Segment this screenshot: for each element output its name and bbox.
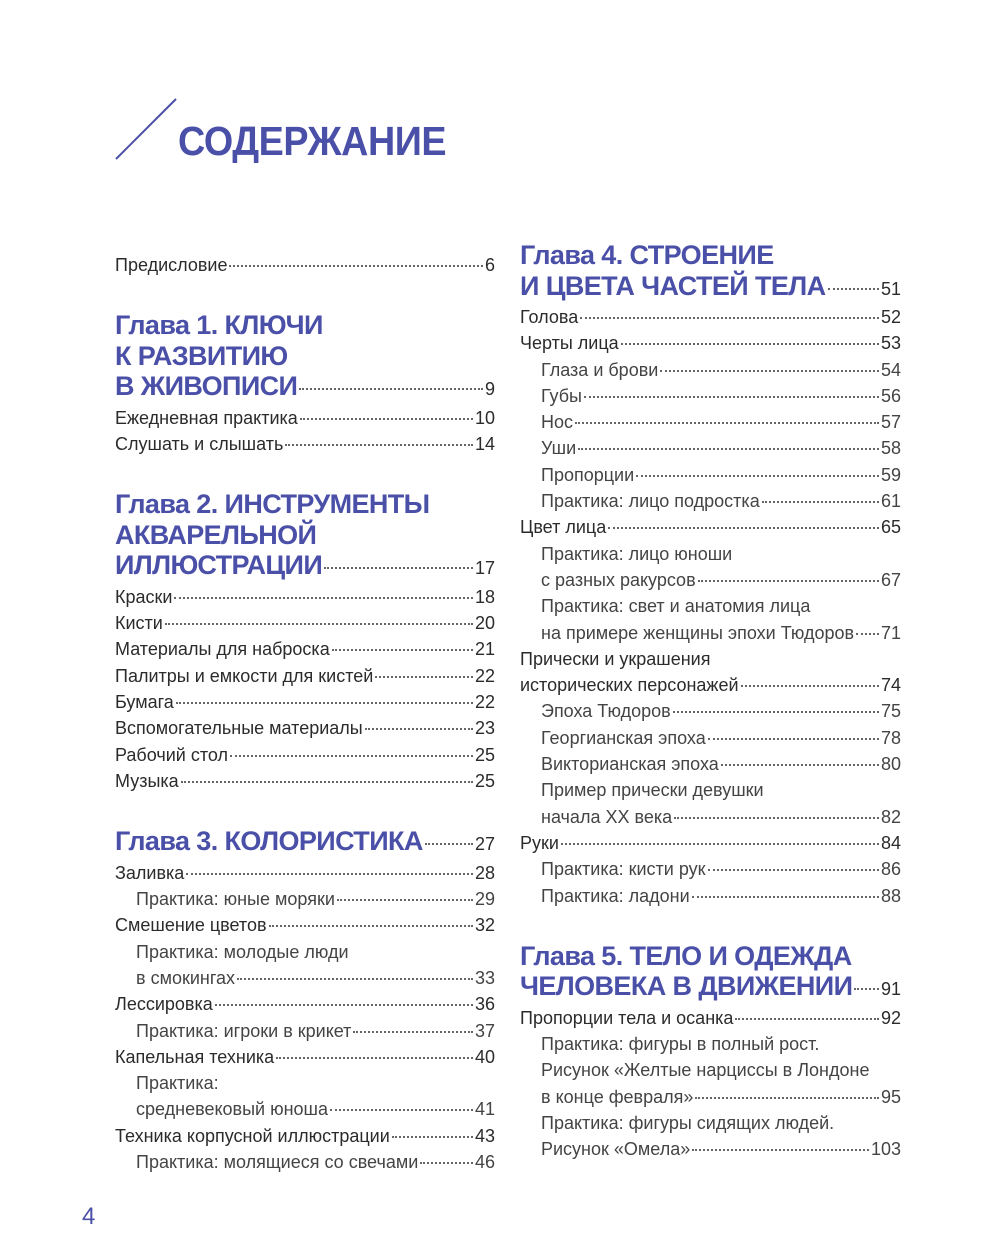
toc-entry-page: 41	[474, 1099, 495, 1120]
toc-entry[interactable]	[520, 830, 901, 856]
toc-subentry[interactable]	[115, 965, 495, 991]
dot-leader	[181, 781, 473, 783]
dot-leader	[580, 317, 879, 319]
toc-entry-label: Голова	[520, 307, 579, 327]
dot-leader	[330, 1109, 473, 1111]
toc-entry-page: 82	[880, 806, 901, 827]
toc-subentry[interactable]	[115, 1149, 495, 1175]
dot-leader	[692, 896, 879, 898]
chapter-title: ИЛЛЮСТРАЦИИ	[115, 550, 323, 581]
toc-entry-continuation: Практика:	[136, 1073, 219, 1094]
chapter-title: И ЦВЕТА ЧАСТЕЙ ТЕЛА	[520, 270, 826, 301]
toc-entry-label: Цвет лица	[520, 517, 607, 538]
chapter-page: 27	[474, 834, 495, 855]
dot-leader	[420, 1162, 473, 1164]
toc-entry-label: Бумага	[115, 692, 174, 713]
toc-subentry[interactable]	[520, 751, 901, 777]
dot-leader	[578, 448, 879, 450]
dot-leader	[856, 633, 879, 635]
toc-entry-label: в конце февраля»	[541, 1086, 694, 1107]
toc-entry-label: в смокингах	[136, 967, 235, 988]
chapter-block	[115, 489, 495, 794]
chapter-heading-line[interactable]	[115, 520, 495, 551]
toc-entry-page: 67	[880, 569, 901, 590]
toc-entry-page: 32	[474, 915, 495, 936]
toc-entry-label: Уши	[541, 438, 577, 459]
dot-leader	[636, 475, 879, 477]
toc-entry[interactable]	[115, 663, 495, 689]
toc-entry-page: 37	[474, 1020, 495, 1041]
toc-entry-label: Ежедневная практика	[115, 407, 298, 428]
chapter-heading-line[interactable]	[115, 826, 495, 860]
chapter-heading-line[interactable]	[115, 489, 495, 520]
toc-entry-page: 14	[474, 434, 495, 455]
toc-entry-page: 92	[880, 1007, 901, 1028]
toc-entry-page: 88	[880, 885, 901, 906]
toc-entry-label: Эпоха Тюдоров	[541, 701, 671, 722]
toc-subentry[interactable]	[520, 409, 901, 435]
chapter-title: В ЖИВОПИСИ	[115, 371, 298, 402]
toc-entry-page: 65	[880, 517, 901, 538]
toc-entry[interactable]	[115, 405, 495, 431]
toc-entry-label: Слушать и слышать	[115, 434, 284, 455]
toc-entry-page: 86	[880, 859, 901, 880]
toc-entry-continuation: Рисунок «Желтые нарциссы в Лондоне	[541, 1060, 870, 1081]
toc-subentry[interactable]	[520, 856, 901, 882]
dot-leader	[721, 764, 879, 766]
toc-entry-label: средневековый юноша	[136, 1099, 328, 1120]
toc-entry-label: Черты лица	[520, 333, 619, 354]
toc-subentry[interactable]	[520, 620, 901, 646]
toc-entry[interactable]	[115, 912, 495, 938]
toc-entry-label: Практика: игроки в крикет	[136, 1020, 352, 1041]
toc-entry[interactable]	[115, 991, 495, 1017]
chapter-title: АКВАРЕЛЬНОЙ	[115, 519, 317, 550]
toc-entry-label: Руки	[520, 832, 559, 853]
chapter-block	[520, 240, 901, 909]
toc-entry[interactable]	[115, 860, 495, 886]
toc-entry[interactable]	[115, 431, 495, 457]
toc-entry-page: 57	[880, 412, 901, 433]
dot-leader	[174, 597, 473, 599]
toc-subentry[interactable]	[520, 1084, 901, 1110]
chapter-title: ЧЕЛОВЕКА В ДВИЖЕНИИ	[520, 971, 853, 1002]
toc-entry-page: 74	[880, 675, 901, 696]
toc-entry-page: 21	[474, 639, 495, 660]
toc-subentry[interactable]	[520, 1136, 901, 1162]
dot-leader	[229, 265, 483, 267]
toc-subentry[interactable]	[520, 383, 901, 409]
dot-leader	[741, 685, 879, 687]
chapter-page: 9	[484, 379, 495, 400]
toc-entry-label: Викторианская эпоха	[541, 754, 719, 775]
dot-leader	[215, 1004, 473, 1006]
toc-entry-label: Материалы для наброска	[115, 639, 330, 660]
dot-leader	[854, 988, 879, 990]
toc-entry-page: 80	[880, 754, 901, 775]
toc-subentry[interactable]	[520, 488, 901, 514]
toc-entry-continuation: Практика: фигуры в полный рост.	[541, 1034, 820, 1055]
toc-entry-label: Георгианская эпоха	[541, 727, 706, 748]
toc-entry-label: Практика: молящиеся со свечами	[136, 1152, 419, 1173]
toc-entry-page: 53	[880, 333, 901, 354]
toc-entry[interactable]	[115, 636, 495, 662]
toc-entry-page: 56	[880, 385, 901, 406]
toc-entry[interactable]	[115, 742, 495, 768]
toc-entry-label: исторических персонажей	[520, 675, 739, 696]
toc-entry-label: Смешение цветов	[115, 915, 267, 936]
toc-entry[interactable]	[115, 689, 495, 715]
toc-entry-label: Практика: лицо подростка	[541, 491, 760, 512]
toc-entry[interactable]	[520, 1005, 901, 1031]
toc-entry-label: Рисунок «Омела»	[541, 1139, 691, 1160]
toc-entry-label: Глаза и брови	[541, 359, 659, 380]
toc-entry-page: 58	[880, 438, 901, 459]
page-number: 4	[82, 1203, 96, 1230]
toc-entry[interactable]	[115, 768, 495, 794]
toc-entry-page: 59	[880, 464, 901, 485]
toc-entry-continuation: Практика: свет и анатомия лица	[541, 596, 811, 617]
chapter-block	[115, 826, 495, 1175]
chapter-title: Глава 2. ИНСТРУМЕНТЫ	[115, 489, 430, 520]
chapter-heading-line[interactable]	[115, 310, 495, 341]
dot-leader	[230, 755, 473, 757]
toc-subentry[interactable]	[520, 725, 901, 751]
toc-entry-page: 10	[474, 407, 495, 428]
toc-left-column	[115, 252, 495, 1175]
toc-entry[interactable]	[115, 715, 495, 741]
toc-entry-label: Практика: ладони	[541, 885, 690, 906]
toc-entry-label: Вспомогательные материалы	[115, 718, 363, 739]
toc-entry[interactable]	[115, 1123, 495, 1149]
toc-entry-page: 103	[870, 1139, 901, 1160]
chapter-page: 91	[880, 979, 901, 1000]
toc-entry-label: Пропорции	[541, 464, 635, 485]
toc-entry-continuation: Пример прически девушки	[541, 780, 764, 801]
dot-leader	[660, 370, 879, 372]
dot-leader	[337, 899, 473, 901]
dot-leader	[237, 978, 473, 980]
dot-leader	[708, 869, 879, 871]
dot-leader	[674, 817, 879, 819]
toc-subentry[interactable]	[115, 1096, 495, 1122]
dot-leader	[673, 711, 879, 713]
dot-leader	[698, 580, 879, 582]
toc-subentry[interactable]	[115, 1018, 495, 1044]
toc-entry-page: 33	[474, 967, 495, 988]
dot-leader	[299, 388, 483, 390]
toc-entry-label: Пропорции тела и осанка	[520, 1007, 734, 1028]
dot-leader	[285, 444, 473, 446]
dot-leader	[828, 288, 879, 290]
dot-leader	[584, 396, 879, 398]
toc-entry-page: 40	[474, 1046, 495, 1067]
chapter-heading-line[interactable]	[115, 550, 495, 584]
chapter-heading-line[interactable]	[520, 971, 901, 1005]
toc-subentry[interactable]	[520, 698, 901, 724]
chapter-page: 51	[880, 278, 901, 299]
dot-leader	[575, 422, 879, 424]
chapter-block	[520, 941, 901, 1163]
dot-leader	[353, 1031, 473, 1033]
toc-entry-page: 29	[474, 889, 495, 910]
chapter-heading-line[interactable]	[520, 240, 901, 271]
toc-entry-page: 43	[474, 1125, 495, 1146]
dot-leader	[324, 567, 473, 569]
chapter-heading-line[interactable]	[115, 341, 495, 372]
toc-entry-page: 22	[474, 665, 495, 686]
toc-subentry[interactable]	[115, 886, 495, 912]
toc-entry-page: 95	[880, 1086, 901, 1107]
chapter-page: 17	[474, 558, 495, 579]
chapter-heading-line[interactable]	[520, 271, 901, 305]
toc-entry-label: с разных ракурсов	[541, 569, 696, 590]
toc-subentry[interactable]	[520, 883, 901, 909]
dot-leader	[186, 873, 473, 875]
toc-entry-label: Лессировка	[115, 994, 213, 1015]
toc-entry-page: 84	[880, 832, 901, 853]
toc-entry-label: Рабочий стол	[115, 744, 228, 765]
toc-entry-page: 20	[474, 613, 495, 634]
toc-entry-page: 71	[880, 622, 901, 643]
toc-entry-label: Музыка	[115, 770, 179, 791]
toc-entry-continuation: Прически и украшения	[520, 648, 711, 669]
toc-entry-label: на примере женщины эпохи Тюдоров	[541, 622, 855, 643]
dot-leader	[276, 1057, 473, 1059]
toc-entry-page: 78	[880, 727, 901, 748]
toc-entry-label: Заливка	[115, 862, 185, 883]
toc-entry-label: начала XX века	[541, 806, 673, 827]
toc-entry-page: 54	[880, 359, 901, 380]
toc-right-column	[520, 240, 901, 1163]
toc-entry[interactable]	[115, 610, 495, 636]
toc-entry-label: Предисловие	[115, 255, 228, 275]
toc-entry-continuation: Практика: лицо юноши	[541, 543, 733, 564]
chapter-title: К РАЗВИТИЮ	[115, 340, 288, 371]
toc-entry-page: 28	[474, 862, 495, 883]
toc-entry-page: 6	[484, 255, 495, 275]
toc-entry-continuation: Практика: молодые люди	[136, 941, 349, 962]
toc-entry-page: 25	[474, 770, 495, 791]
dot-leader	[375, 676, 473, 678]
toc-entry-label: Краски	[115, 586, 173, 607]
chapter-title: Глава 4. СТРОЕНИЕ	[520, 240, 774, 270]
toc-entry[interactable]	[520, 330, 901, 356]
toc-entry-page: 75	[880, 701, 901, 722]
toc-entry-continuation: Практика: фигуры сидящих людей.	[541, 1113, 835, 1134]
dot-leader	[692, 1149, 869, 1151]
chapter-block	[115, 310, 495, 457]
toc-entry-label: Практика: юные моряки	[136, 889, 335, 910]
dot-leader	[735, 1018, 879, 1020]
dot-leader	[392, 1136, 473, 1138]
chapter-title: Глава 5. ТЕЛО И ОДЕЖДА	[520, 940, 852, 971]
dot-leader	[165, 623, 473, 625]
toc-entry-label: Кисти	[115, 613, 163, 634]
dot-leader	[608, 527, 879, 529]
toc-subentry[interactable]	[520, 435, 901, 461]
toc-entry-label: Техника корпусной иллюстрации	[115, 1125, 390, 1146]
chapter-heading-line[interactable]	[520, 941, 901, 972]
toc-entry-page: 25	[474, 744, 495, 765]
dot-leader	[708, 738, 879, 740]
dot-leader	[425, 843, 473, 845]
toc-subentry[interactable]	[520, 567, 901, 593]
toc-entry-page: 23	[474, 718, 495, 739]
toc-entry-label: Палитры и емкости для кистей	[115, 665, 374, 686]
chapter-heading-line[interactable]	[115, 371, 495, 405]
dot-leader	[176, 702, 473, 704]
dot-leader	[561, 843, 879, 845]
dot-leader	[269, 925, 473, 927]
toc-entry[interactable]	[520, 672, 901, 698]
toc-entry[interactable]	[115, 584, 495, 610]
toc-subentry[interactable]	[520, 804, 901, 830]
toc-entry-page: 61	[880, 491, 901, 512]
toc-entry[interactable]	[115, 252, 495, 278]
toc-entry-page: 22	[474, 692, 495, 713]
dot-leader	[695, 1097, 879, 1099]
toc-entry-label: Нос	[541, 412, 574, 433]
title-slash-decoration	[113, 96, 183, 162]
toc-entry-page: 46	[474, 1152, 495, 1173]
toc-entry-label: Губы	[541, 385, 582, 406]
chapter-title: Глава 1. КЛЮЧИ	[115, 310, 323, 341]
toc-subentry[interactable]	[520, 462, 901, 488]
toc-entry[interactable]	[520, 514, 901, 540]
toc-entry-page: 52	[880, 307, 901, 327]
dot-leader	[365, 728, 473, 730]
toc-subentry[interactable]	[520, 357, 901, 383]
toc-entry[interactable]	[115, 1044, 495, 1070]
toc-entry-label: Практика: кисти рук	[541, 859, 706, 880]
toc-entry-page: 36	[474, 994, 495, 1015]
dot-leader	[621, 343, 879, 345]
dot-leader	[332, 649, 473, 651]
dot-leader	[762, 501, 879, 503]
toc-entry-page: 18	[474, 586, 495, 607]
toc-entry[interactable]	[520, 304, 901, 330]
toc-entry-label: Капельная техника	[115, 1046, 275, 1067]
dot-leader	[300, 418, 473, 420]
chapter-title: Глава 3. КОЛОРИСТИКА	[115, 826, 423, 857]
page-title: СОДЕРЖАНИЕ	[178, 118, 447, 164]
